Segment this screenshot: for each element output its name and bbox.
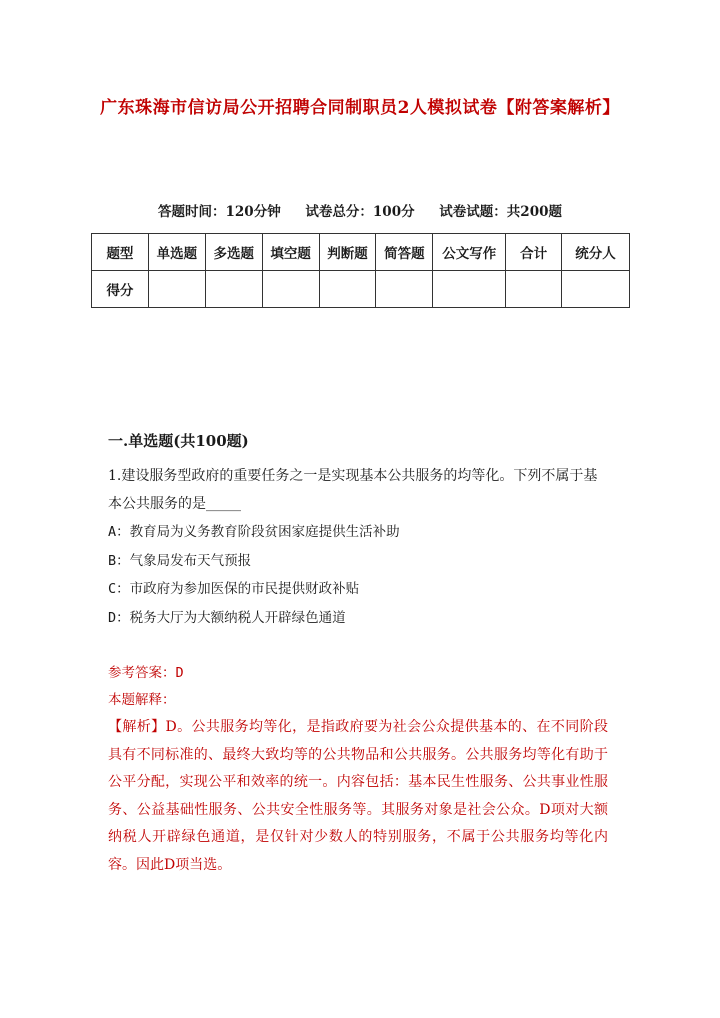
exam-total-score: 试卷总分：100分 — [305, 204, 415, 220]
score-cell — [376, 271, 433, 308]
question-block — [108, 462, 608, 632]
score-table-score-row — [92, 271, 630, 308]
option-a: A：教育局为义务教育阶段贫困家庭提供生活补助 — [108, 524, 400, 540]
score-cell — [205, 271, 262, 308]
explanation-text: 【解析】D。公共服务均等化，是指政府要为社会公众提供基本的、在不同阶段具有不同标准的、最终大致均等的公共物品和公共服务。公共服务均等化有助于公平分配，实现公平和效率的统一。内容包括：基本民生性服务、公共事业性服务、公益基础性服务、公共安全性服务等。其服务对象是社会公众。D项对大额纳税人开辟绿色通道，是仅针对少数人的特别服务，不属于公共服务均等化内容。因此D项当选。 — [108, 719, 608, 873]
header-cell: 统分人 — [562, 234, 630, 271]
score-cell — [262, 271, 319, 308]
answer-block — [108, 660, 608, 879]
option-c: C：市政府为参加医保的市民提供财政补贴 — [108, 581, 360, 597]
score-cell — [562, 271, 630, 308]
header-cell: 填空题 — [262, 234, 319, 271]
answer-label: 参考答案：D — [108, 665, 184, 681]
option-b: B：气象局发布天气预报 — [108, 552, 252, 569]
score-table — [91, 233, 630, 308]
header-cell: 公文写作 — [433, 234, 506, 271]
score-table-header-row — [92, 234, 630, 271]
section-heading: 一.单选题(共100题) — [108, 432, 249, 450]
explanation-label: 本题解释： — [108, 692, 176, 708]
exam-meta — [0, 200, 720, 220]
header-cell: 题型 — [92, 234, 149, 271]
score-cell — [319, 271, 376, 308]
page-title: 广东珠海市信访局公开招聘合同制职员2人模拟试卷【附答案解析】 — [100, 98, 620, 118]
exam-time: 答题时间：120分钟 — [158, 204, 281, 220]
exam-question-count: 试卷试题：共200题 — [439, 204, 562, 220]
option-d: D：税务大厅为大额纳税人开辟绿色通道 — [108, 609, 346, 626]
score-cell — [433, 271, 506, 308]
header-cell: 多选题 — [205, 234, 262, 271]
score-cell — [506, 271, 562, 308]
header-cell: 简答题 — [376, 234, 433, 271]
header-cell: 单选题 — [148, 234, 205, 271]
header-cell: 判断题 — [319, 234, 376, 271]
score-row-label: 得分 — [92, 271, 149, 308]
header-cell: 合计 — [506, 234, 562, 271]
question-stem: 1.建设服务型政府的重要任务之一是实现基本公共服务的均等化。下列不属于基本公共服务的是_____ — [108, 468, 598, 512]
score-cell — [148, 271, 205, 308]
